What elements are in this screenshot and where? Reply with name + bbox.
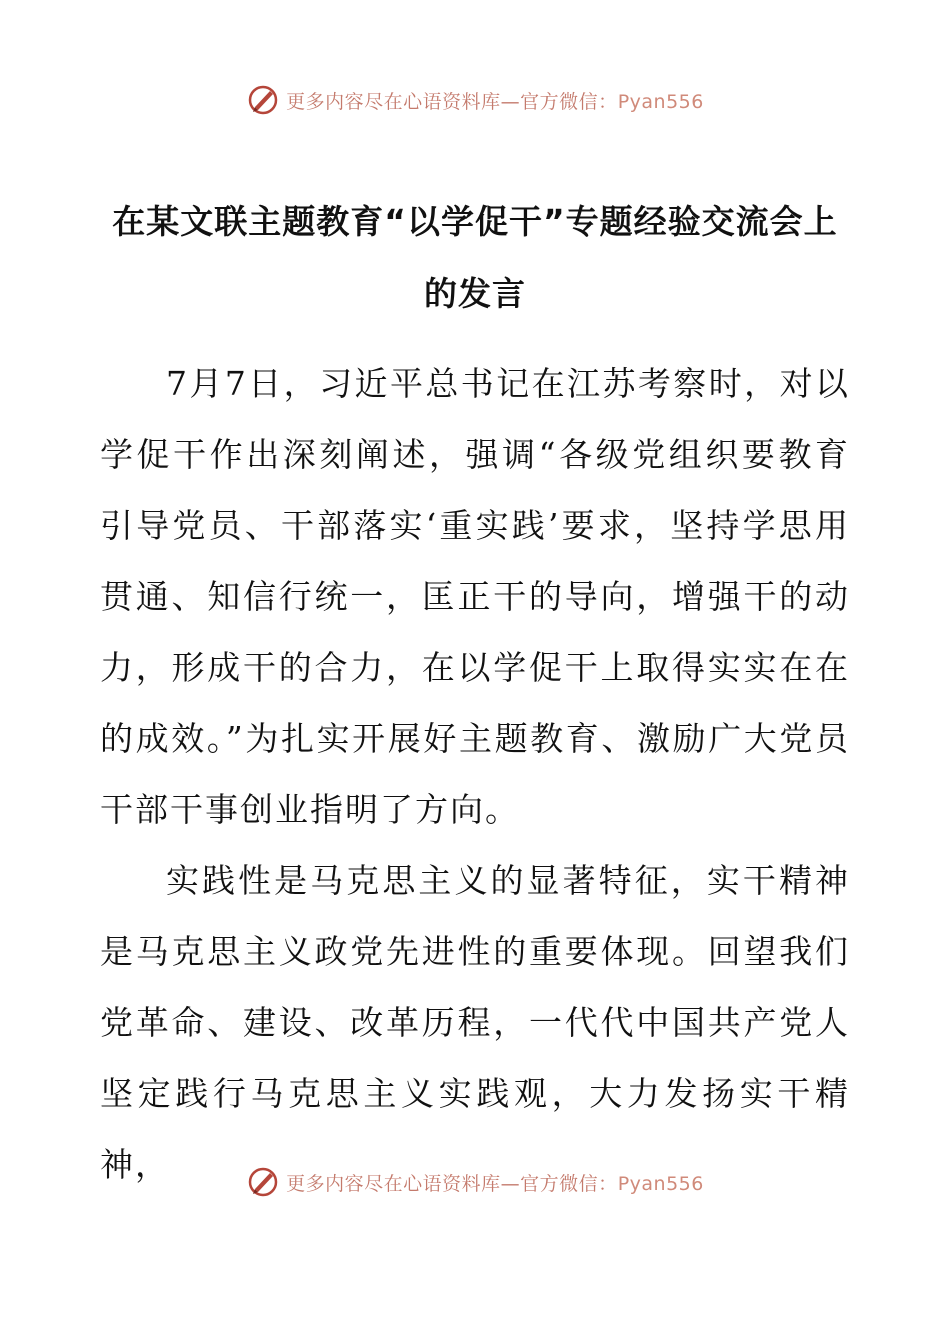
header-brand: 更多内容尽在心语资料库	[286, 90, 501, 113]
document-title: 在某文联主题教育“以学促干”专题经验交流会上的发言	[112, 202, 838, 313]
footer-brand: 更多内容尽在心语资料库	[286, 1172, 501, 1195]
footer-wechat-label: 官方微信：	[520, 1172, 618, 1195]
pen-circle-logo-icon	[246, 83, 280, 117]
paragraph-1: 7月7日，习近平总书记在江苏考察时，对以学促干作出深刻阐述，强调“各级党组织要教育引导党员、干部落实‘重实践’要求，坚持学思用贯通、知信行统一，匡正干的导向，增强干的动力，形成干的合力，在以学促干上取得实实在在的成效。”为扎实开展好主题教育、激励广大党员干部干事创业指明了方向。	[100, 364, 850, 829]
paragraph-2: 实践性是马克思主义的显著特征，实干精神是马克思主义政党先进性的重要体现。回望我们党革命、建设、改革历程，一代代中国共产党人坚定践行马克思主义实践观，大力发扬实干精神，	[100, 861, 850, 1184]
header-wechat-id: Pyan556	[617, 90, 704, 113]
footer-banner-text	[286, 1169, 704, 1196]
footer-separator: —	[500, 1172, 521, 1195]
footer-banner	[0, 1162, 950, 1202]
header-separator: —	[500, 90, 521, 113]
pen-circle-logo-icon	[246, 1165, 280, 1199]
header-banner-text	[286, 87, 704, 114]
document-body	[100, 348, 850, 1200]
header-wechat-label: 官方微信：	[520, 90, 618, 113]
footer-wechat-id: Pyan556	[617, 1172, 704, 1195]
header-banner	[0, 80, 950, 120]
